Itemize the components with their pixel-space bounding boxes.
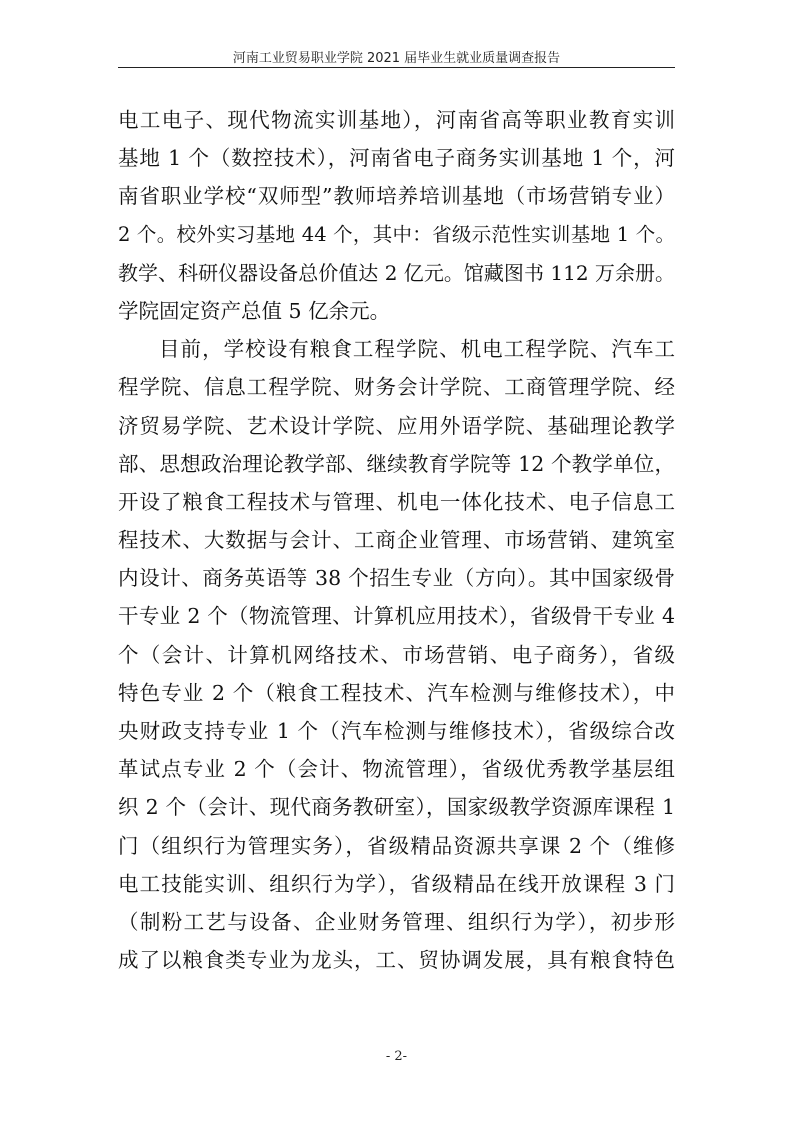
text-line: 电工电子、现代物流实训基地），河南省高等职业教育实训: [118, 108, 675, 132]
paragraph-2: [118, 330, 675, 979]
text-line: 2 个。校外实习基地 44 个，其中：省级示范性实训基地 1 个。: [118, 222, 675, 246]
text-line: 学院固定资产总值 5 亿余元。: [118, 298, 391, 323]
text-line: 织 2 个（会计、现代商务教研室），国家级教学资源库课程 1: [118, 795, 675, 820]
header-divider: [118, 67, 675, 68]
text-line: 济贸易学院、艺术设计学院、应用外语学院、基础理论教学: [118, 413, 675, 438]
text-line: （制粉工艺与设备、企业财务管理、组织行为学），初步形: [118, 909, 675, 934]
text-line: 门（组织行为管理实务），省级精品资源共享课 2 个（维修: [118, 833, 675, 858]
running-header: 河南工业贸易职业学院 2021 届毕业生就业质量调查报告: [232, 51, 561, 66]
paragraph-1: [118, 101, 675, 330]
text-line: 干专业 2 个（物流管理、计算机应用技术），省级骨干专业 4: [118, 604, 675, 629]
text-line: 基地 1 个（数控技术），河南省电子商务实训基地 1 个，河: [118, 146, 675, 171]
text-line: 南省职业学校“双师型”教师培养培训基地（市场营销专业）: [118, 184, 675, 209]
text-line: 开设了粮食工程技术与管理、机电一体化技术、电子信息工: [118, 489, 675, 514]
text-line: 央财政支持专业 1 个（汽车检测与维修技术），省级综合改: [118, 719, 675, 743]
text-line: 成了以粮食类专业为龙头，工、贸协调发展，具有粮食特色: [118, 948, 675, 973]
text-line: 个（会计、计算机网络技术、市场营销、电子商务），省级: [118, 642, 675, 667]
text-line: 内设计、商务英语等 38 个招生专业（方向）。其中国家级骨: [118, 566, 675, 591]
text-line: 电工技能实训、组织行为学），省级精品在线开放课程 3 门: [118, 871, 675, 896]
page-number: - 2-: [385, 1049, 408, 1064]
text-line: 革试点专业 2 个（会计、物流管理），省级优秀教学基层组: [118, 757, 675, 782]
text-line: 程技术、大数据与会计、工商企业管理、市场营销、建筑室: [118, 528, 675, 553]
text-line: 目前，学校设有粮食工程学院、机电工程学院、汽车工: [159, 337, 675, 362]
text-line: 部、思想政治理论教学部、继续教育学院等 12 个教学单位，: [118, 451, 675, 476]
text-line: 程学院、信息工程学院、财务会计学院、工商管理学院、经: [118, 375, 675, 400]
text-line: 教学、科研仪器设备总价值达 2 亿元。馆藏图书 112 万余册。: [118, 260, 675, 285]
text-line: 特色专业 2 个（粮食工程技术、汽车检测与维修技术），中: [118, 680, 675, 705]
document-body: [118, 101, 675, 979]
